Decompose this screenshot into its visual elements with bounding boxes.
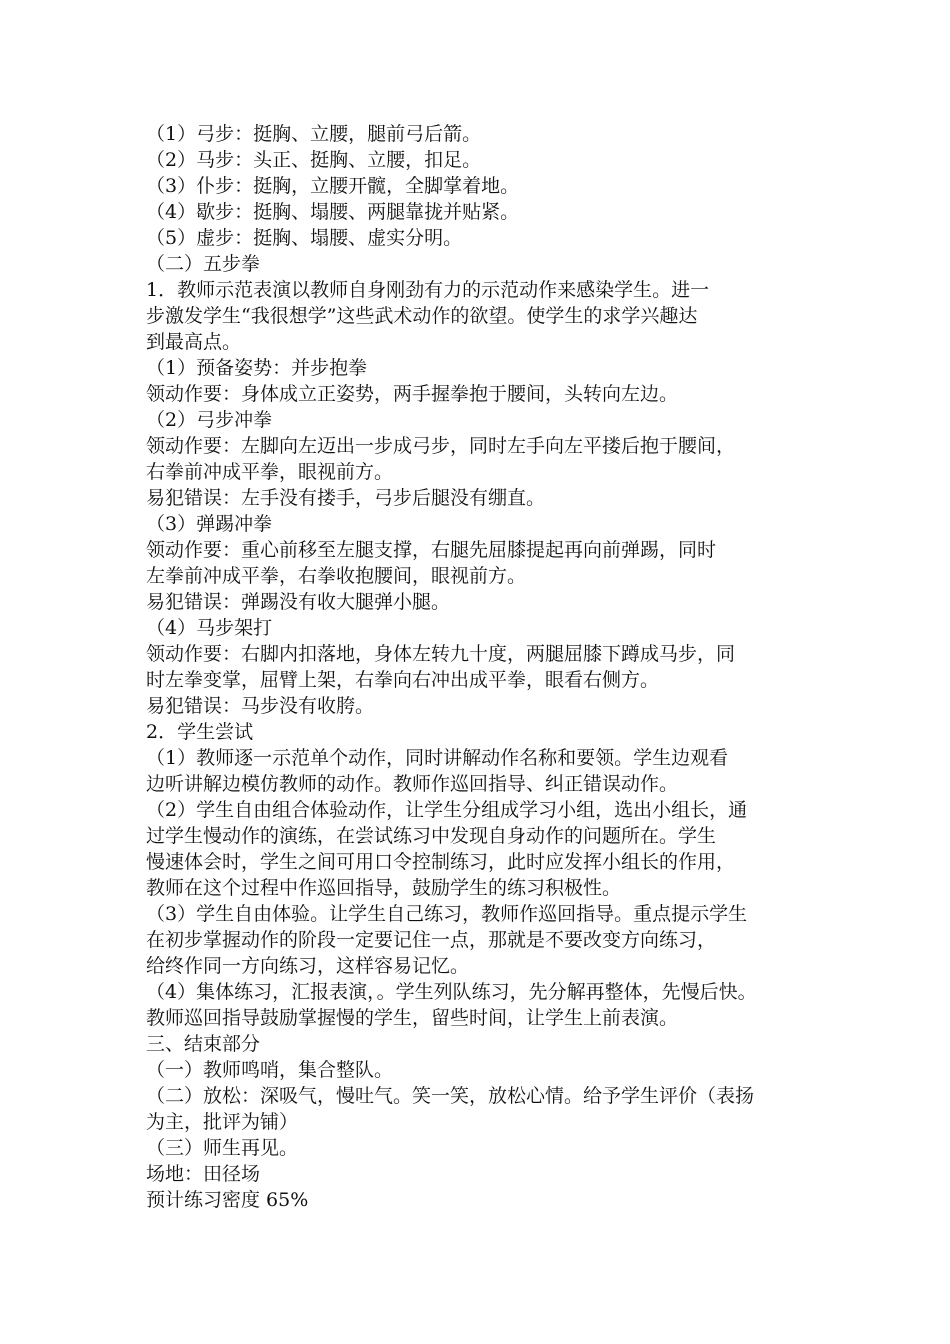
document-paragraph: [146, 537, 810, 589]
text-line: 易犯错误：左手没有搂手，弓步后腿没有绷直。: [146, 487, 546, 509]
document-paragraph: [146, 199, 810, 225]
text-line: （5）虚步：挺胸、塌腰、虚实分明。: [146, 227, 463, 249]
text-line: （3）学生自由体验。让学生自己练习，教师作巡回指导。重点提示学生: [146, 903, 748, 925]
text-line: 右拳前冲成平拳，眼视前方。: [146, 461, 394, 483]
text-line: 到最高点。: [146, 331, 242, 353]
text-line: （3）弹踢冲拳: [146, 513, 273, 535]
text-line: 边听讲解边模仿教师的动作。教师作巡回指导、纠正错误动作。: [146, 773, 679, 795]
text-line: （一）教师鸣哨，集合整队。: [146, 1059, 394, 1081]
text-line: 为主，批评为铺）: [146, 1111, 299, 1133]
text-line: 过学生慢动作的演练，在尝试练习中发现自身动作的问题所在。学生: [146, 825, 717, 847]
text-line: （4）集体练习，汇报表演，。学生列队练习，先分解再整体，先慢后快。: [146, 981, 757, 1003]
document-body: [146, 121, 810, 1213]
document-paragraph: [146, 251, 810, 277]
text-line: 时左拳变掌，屈臂上架，右拳向右冲出成平拳，眼看右侧方。: [146, 669, 660, 691]
document-paragraph: [146, 355, 810, 381]
text-line: （二）五步拳: [146, 253, 261, 275]
document-paragraph: [146, 1083, 810, 1135]
text-line: 左拳前冲成平拳，右拳收抱腰间，眼视前方。: [146, 565, 527, 587]
document-paragraph: [146, 407, 810, 433]
text-line: 领动作要：右脚内扣落地，身体左转九十度，两腿屈膝下蹲成马步，同: [146, 643, 736, 665]
document-paragraph: [146, 147, 810, 173]
text-line: 2．学生尝试: [146, 721, 254, 743]
text-line: 教师在这个过程中作巡回指导，鼓励学生的练习积极性。: [146, 877, 622, 899]
text-line: 场地：田径场: [146, 1163, 261, 1185]
text-line: （1）预备姿势：并步抱拳: [146, 357, 368, 379]
document-paragraph: [146, 121, 810, 147]
document-paragraph: [146, 1187, 810, 1213]
text-line: 易犯错误：弹踢没有收大腿弹小腿。: [146, 591, 451, 613]
document-paragraph: [146, 745, 810, 797]
document-paragraph: [146, 641, 810, 693]
document-paragraph: [146, 433, 810, 485]
document-paragraph: [146, 1135, 810, 1161]
text-line: 三、结束部分: [146, 1033, 261, 1055]
document-paragraph: [146, 173, 810, 199]
text-line: （1）弓步：挺胸、立腰，腿前弓后箭。: [146, 123, 482, 145]
text-line: 领动作要：重心前移至左腿支撑，右腿先屈膝提起再向前弹踢，同时: [146, 539, 717, 561]
text-line: （2）马步：头正、挺胸、立腰，扣足。: [146, 149, 482, 171]
text-line: （1）教师逐一示范单个动作，同时讲解动作名称和要领。学生边观看: [146, 747, 729, 769]
text-line: 领动作要：左脚向左迈出一步成弓步，同时左手向左平搂后抱于腰间，: [146, 435, 736, 457]
text-line: 预计练习密度 65%: [146, 1189, 309, 1211]
text-line: 慢速体会时，学生之间可用口令控制练习，此时应发挥小组长的作用，: [146, 851, 736, 873]
text-line: 1．教师示范表演以教师自身刚劲有力的示范动作来感染学生。进一: [146, 279, 710, 301]
document-paragraph: [146, 901, 810, 979]
text-line: （2）学生自由组合体验动作，让学生分组成学习小组，选出小组长，通: [146, 799, 748, 821]
text-line: 步激发学生“我很想学”这些武术动作的欲望。使学生的求学兴趣达: [146, 305, 698, 327]
document-paragraph: [146, 1057, 810, 1083]
text-line: （4）歇步：挺胸、塌腰、两腿靠拢并贴紧。: [146, 201, 520, 223]
text-line: 领动作要：身体成立正姿势，两手握拳抱于腰间，头转向左边。: [146, 383, 679, 405]
text-line: 易犯错误：马步没有收胯。: [146, 695, 375, 717]
text-line: 在初步掌握动作的阶段一定要记住一点，那就是不要改变方向练习，: [146, 929, 717, 951]
text-line: 教师巡回指导鼓励掌握慢的学生，留些时间，让学生上前表演。: [146, 1007, 679, 1029]
document-paragraph: [146, 693, 810, 719]
document-paragraph: [146, 797, 810, 901]
document-paragraph: [146, 277, 810, 355]
document-paragraph: [146, 589, 810, 615]
document-paragraph: [146, 979, 810, 1031]
text-line: （二）放松：深吸气，慢吐气。笑一笑，放松心情。给予学生评价（表扬: [146, 1085, 755, 1107]
document-paragraph: [146, 225, 810, 251]
document-paragraph: [146, 615, 810, 641]
text-line: （4）马步架打: [146, 617, 273, 639]
text-line: 给终作同一方向练习，这样容易记忆。: [146, 955, 470, 977]
text-line: （3）仆步：挺胸，立腰开髋，全脚掌着地。: [146, 175, 520, 197]
document-paragraph: [146, 485, 810, 511]
document-paragraph: [146, 511, 810, 537]
document-paragraph: [146, 381, 810, 407]
document-paragraph: [146, 1031, 810, 1057]
document-paragraph: [146, 719, 810, 745]
text-line: （三）师生再见。: [146, 1137, 299, 1159]
text-line: （2）弓步冲拳: [146, 409, 273, 431]
document-paragraph: [146, 1161, 810, 1187]
